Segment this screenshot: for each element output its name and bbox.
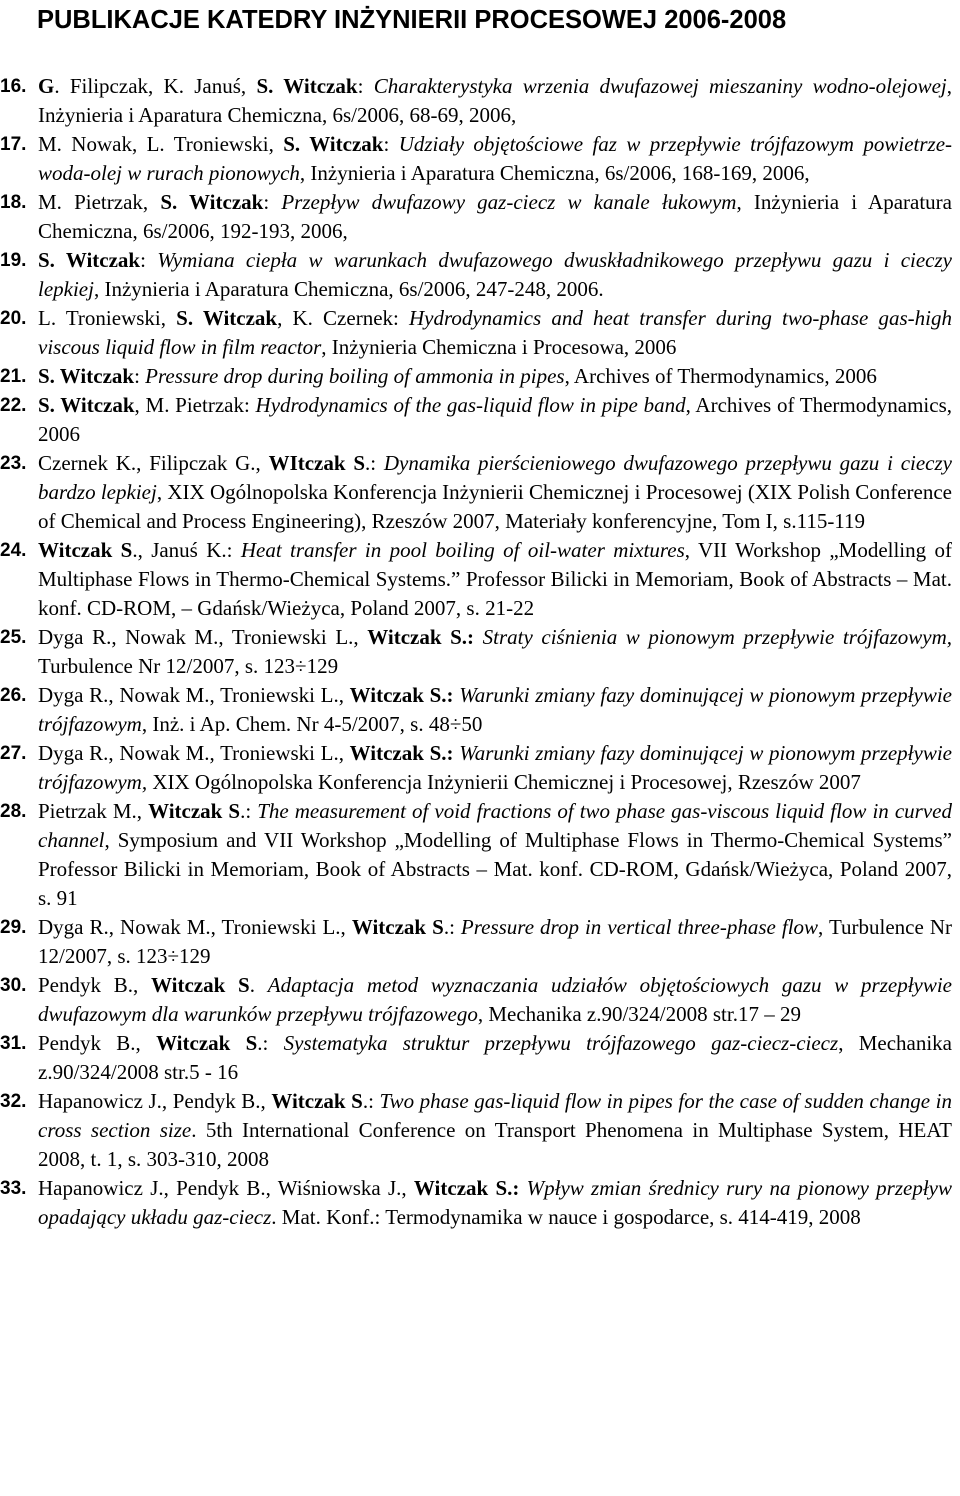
publication-text xyxy=(38,451,952,533)
publication-text xyxy=(38,1089,952,1171)
publication-text xyxy=(38,799,952,910)
publication-text xyxy=(38,393,952,446)
publication-number: 26. xyxy=(0,685,27,706)
citation-text: L. Troniewski, xyxy=(38,306,177,330)
author-name: WItczak S xyxy=(268,451,366,475)
publication-entry xyxy=(0,797,952,913)
author-name: Witczak S.: xyxy=(349,741,454,765)
publication-number: 27. xyxy=(0,743,27,764)
citation-text: Hapanowicz J., Pendyk B., Wiśniowska J., xyxy=(38,1176,414,1200)
citation-text: , Inżynieria i Aparatura Chemiczna, 6s/2006, 168-169, 2006, xyxy=(299,161,810,185)
author-name: Witczak S xyxy=(38,538,133,562)
publication-title: Charakterystyka wrzenia dwufazowej mieszaniny wodno-olejowej xyxy=(373,74,947,98)
publication-title: Hydrodynamics of the gas-liquid flow in pipe band xyxy=(255,393,686,417)
publication-title: Wpływ zmian średnicy rury na pionowy przepływ opadający układu gaz-ciecz xyxy=(38,1176,952,1229)
citation-text xyxy=(474,625,483,649)
publication-number: 25. xyxy=(0,627,27,648)
citation-text: , Turbulence Nr 12/2007, s. 123÷129 xyxy=(38,915,953,968)
publication-title: Systematyka struktur przepływu trójfazowego gaz-ciecz-ciecz xyxy=(283,1031,839,1055)
publication-number: 29. xyxy=(0,917,27,938)
author-name: Witczak S xyxy=(151,973,250,997)
publication-entry xyxy=(0,1029,952,1087)
publication-entry xyxy=(0,449,952,536)
publication-entry xyxy=(0,536,952,623)
citation-text: Dyga R., Nowak M., Troniewski L., xyxy=(38,683,350,707)
publication-text xyxy=(38,74,952,127)
author-name: Witczak S xyxy=(351,915,444,939)
publication-number: 18. xyxy=(0,192,27,213)
citation-text: Pendyk B., xyxy=(38,1031,157,1055)
citation-text: M. Nowak, L. Troniewski, xyxy=(38,132,284,156)
author-name: Witczak S.: xyxy=(413,1176,520,1200)
citation-text: Pietrzak M., xyxy=(38,799,149,823)
publication-text xyxy=(38,741,952,794)
publication-number: 19. xyxy=(0,250,27,271)
citation-text: : xyxy=(383,132,399,156)
citation-text: .: xyxy=(362,1089,380,1113)
author-name: Witczak S xyxy=(156,1031,258,1055)
publication-entry xyxy=(0,1174,952,1232)
publication-text xyxy=(38,1176,952,1229)
citation-text: , Inżynieria i Aparatura Chemiczna, 6s/2006, 247-248, 2006. xyxy=(93,277,604,301)
publication-title: The measurement of void fractions of two phase gas-viscous liquid flow in curved channel xyxy=(38,799,952,852)
publication-title: Hydrodynamics and heat transfer during two-phase gas-high viscous liquid flow in film reactor xyxy=(38,306,952,359)
publication-number: 32. xyxy=(0,1091,27,1112)
publication-text xyxy=(38,625,952,678)
publication-entry xyxy=(0,739,952,797)
publication-number: 23. xyxy=(0,453,27,474)
publication-text xyxy=(38,132,952,185)
publication-title: Wymiana ciepła w warunkach dwufazowego dwuskładnikowego przepływu gazu i cieczy lepkiej xyxy=(38,248,952,301)
page-title: PUBLIKACJE KATEDRY INŻYNIERII PROCESOWEJ 2006-2008 xyxy=(37,6,787,34)
author-name: Witczak S.: xyxy=(349,683,454,707)
publication-title: Pressure drop during boiling of ammonia in pipes xyxy=(145,364,565,388)
publication-title: Udziały objętościowe faz w przepływie trójfazowym powietrze-woda-olej w rurach pionowych xyxy=(38,132,953,185)
citation-text: , Archives of Thermodynamics, 2006 xyxy=(564,364,877,388)
citation-text: .: xyxy=(257,1031,284,1055)
citation-text: .: xyxy=(240,799,258,823)
publication-text xyxy=(38,915,952,968)
author-name: S. Witczak xyxy=(283,132,384,156)
publication-number: 33. xyxy=(0,1178,27,1199)
publication-entry xyxy=(0,681,952,739)
publication-number: 21. xyxy=(0,366,27,387)
publication-text xyxy=(38,538,952,620)
citation-text: Dyga R., Nowak M., Troniewski L., xyxy=(38,625,368,649)
publication-text xyxy=(38,306,952,359)
citation-text: .: xyxy=(443,915,461,939)
publication-title: Heat transfer in pool boiling of oil-water mixtures xyxy=(240,538,685,562)
publication-title: Dynamika pierścieniowego dwufazowego przepływu gazu i cieczy bardzo lepkiej xyxy=(38,451,952,504)
publication-entry xyxy=(0,246,952,304)
citation-text: . xyxy=(249,973,268,997)
publication-text xyxy=(38,190,952,243)
citation-text: , Symposium and VII Workshop „Modelling of Multiphase Flows in Thermo-Chemical Systems” Professor Bilicki in Memoriam, Book of Abstracts – Mat. konf. CD-ROM, Gdańsk/Wieżyca, Poland 2007, s. 91 xyxy=(38,828,952,910)
publication-title: Pressure drop in vertical three-phase flow xyxy=(460,915,819,939)
publication-entry xyxy=(0,188,952,246)
publication-title: Adaptacja metod wyznaczania udziałów objętościowych gazu w przepływie dwufazowym dla warunków przepływu trójfazowego xyxy=(38,973,953,1026)
publication-title: Warunki zmiany fazy dominującej w pionowym przepływie trójfazowym xyxy=(38,683,953,736)
citation-text: . 5th International Conference on Transport Phenomena in Multiphase System, HEAT 2008, t. 1, s. 303-310, 2008 xyxy=(38,1118,952,1171)
publication-entry xyxy=(0,130,952,188)
publication-title: Przepływ dwufazowy gaz-ciecz w kanale łukowym xyxy=(281,190,737,214)
author-name: S. Witczak xyxy=(256,74,358,98)
citation-text: , K. Czernek: xyxy=(277,306,409,330)
publication-number: 28. xyxy=(0,801,27,822)
citation-text: , Inż. i Ap. Chem. Nr 4-5/2007, s. 48÷50 xyxy=(141,712,483,736)
author-name: S. Witczak xyxy=(176,306,278,330)
publication-entry xyxy=(0,72,952,130)
publication-number: 30. xyxy=(0,975,27,996)
publication-text xyxy=(38,248,952,301)
author-name: Witczak S xyxy=(148,799,241,823)
publication-number: 24. xyxy=(0,540,27,561)
citation-text: : xyxy=(357,74,374,98)
publication-entry xyxy=(0,913,952,971)
citation-text: . Filipczak, K. Januś, xyxy=(54,74,257,98)
publication-text xyxy=(38,1031,952,1084)
citation-text: : xyxy=(134,364,146,388)
citation-text: , M. Pietrzak: xyxy=(134,393,256,417)
author-name: G xyxy=(38,74,55,98)
citation-text: , XIX Ogólnopolska Konferencja Inżynierii Chemicznej i Procesowej (XIX Polish Conference of Chemical and Process Engineering), Rzeszów 2007, Materiały konferencyjne, Tom I, s.115-119 xyxy=(38,480,953,533)
citation-text: Dyga R., Nowak M., Troniewski L., xyxy=(38,915,352,939)
citation-text: : xyxy=(140,248,158,272)
citation-text: Pendyk B., xyxy=(38,973,152,997)
publication-entry xyxy=(0,304,952,362)
publication-text xyxy=(38,683,952,736)
author-name: S. Witczak xyxy=(38,393,135,417)
publication-entry xyxy=(0,362,952,391)
author-name: S. Witczak xyxy=(160,190,264,214)
publication-list xyxy=(0,72,960,1232)
citation-text: M. Pietrzak, xyxy=(38,190,161,214)
citation-text: XIX Ogólnopolska Konferencja Inżynierii Chemicznej i Procesowej, Rzeszów 2007 xyxy=(147,770,861,794)
publication-number: 20. xyxy=(0,308,27,329)
citation-text: , Inżynieria i Aparatura Chemiczna, 6s/2006, 192-193, 2006, xyxy=(38,190,952,243)
citation-text: , Archives of Thermodynamics, 2006 xyxy=(38,393,952,446)
publication-number: 16. xyxy=(0,76,27,97)
author-name: Witczak S xyxy=(271,1089,363,1113)
citation-text: , VII Workshop „Modelling of Multiphase Flows in Thermo-Chemical Systems.” Professor Bilicki in Memoriam, Book of Abstracts – Mat. konf. CD-ROM, – Gdańsk/Wieżyca, Poland 2007, s. 21-22 xyxy=(38,538,953,620)
citation-text: , Inżynieria i Aparatura Chemiczna, 6s/2006, 68-69, 2006, xyxy=(38,74,953,127)
citation-text: Dyga R., Nowak M., Troniewski L., xyxy=(38,741,350,765)
publication-number: 17. xyxy=(0,134,27,155)
publication-entry xyxy=(0,623,952,681)
citation-text: . Mat. Konf.: Termodynamika w nauce i gospodarce, s. 414-419, 2008 xyxy=(271,1205,861,1229)
citation-text: , Inżynieria Chemiczna i Procesowa, 2006 xyxy=(321,335,677,359)
citation-text: Turbulence Nr 12/2007, s. 123÷129 xyxy=(38,654,339,678)
citation-text: : xyxy=(263,190,282,214)
publication-entry xyxy=(0,391,952,449)
citation-text: Czernek K., Filipczak G., xyxy=(38,451,269,475)
author-name: Witczak S.: xyxy=(367,625,475,649)
publication-title: Two phase gas-liquid flow in pipes for the case of sudden change in cross section size xyxy=(38,1089,952,1142)
publication-number: 31. xyxy=(0,1033,27,1054)
citation-text: , Mechanika z.90/324/2008 str.5 - 16 xyxy=(38,1031,953,1084)
citation-text: Hapanowicz J., Pendyk B., xyxy=(38,1089,272,1113)
publication-title: Warunki zmiany fazy dominującej w pionowym przepływie trójfazowym, xyxy=(38,741,953,794)
author-name: S. Witczak xyxy=(38,248,141,272)
publication-title: Straty ciśnienia w pionowym przepływie trójfazowym, xyxy=(482,625,952,649)
publication-number: 22. xyxy=(0,395,27,416)
author-name: S. Witczak xyxy=(38,364,135,388)
citation-text: .: xyxy=(365,451,384,475)
publication-text xyxy=(38,973,952,1026)
citation-text: ., Januś K.: xyxy=(132,538,241,562)
publication-entry xyxy=(0,1087,952,1174)
publication-text xyxy=(38,364,877,388)
citation-text xyxy=(519,1176,526,1200)
citation-text: , Mechanika z.90/324/2008 str.17 – 29 xyxy=(477,1002,801,1026)
publication-entry xyxy=(0,971,952,1029)
